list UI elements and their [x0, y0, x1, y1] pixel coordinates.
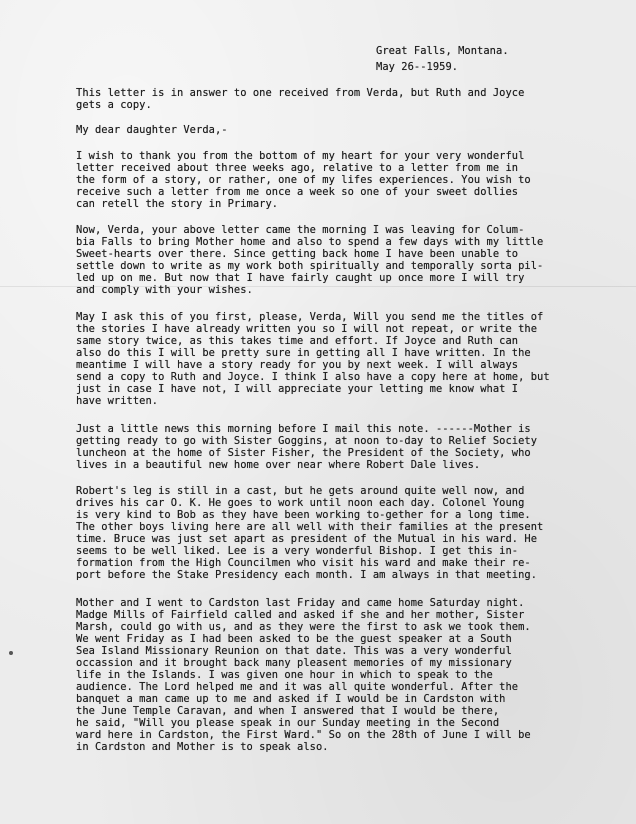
paragraph-line: is very kind to Bob as they have been working to-gether for a long time. [76, 509, 531, 521]
letter-date: May 26--1959. [376, 61, 459, 73]
paragraph-line: audience. The Lord helped me and it was all quite wonderful. After the [76, 681, 519, 693]
paragraph-line: Sweet-hearts over there. Since getting back home I have been unable to [76, 248, 519, 260]
paragraph-line: send a copy to Ruth and Joyce. I think I also have a copy here at home, but [76, 371, 550, 383]
paragraph-line: led up on me. But now that I have fairly caught up once more I will try [76, 272, 525, 284]
paragraph-line: Madge Mills of Fairfield called and asked if she and her mother, Sister [76, 609, 525, 621]
paragraph-line: getting ready to go with Sister Goggins, at noon to-day to Relief Society [76, 435, 538, 447]
paragraph-line: occassion and it brought back many pleasent memories of my missionary [76, 657, 512, 669]
paragraph-line: have written. [76, 395, 159, 407]
paragraph-line: the June Temple Caravan, and when I answered that I would be there, [76, 705, 500, 717]
paragraph-line: We went Friday as I had been asked to be the guest speaker at a South [76, 633, 512, 645]
paragraph-line: he said, "Will you please speak in our Sunday meeting in the Second [76, 717, 500, 729]
paragraph-line: seems to be well liked. Lee is a very wonderful Bishop. I get this in- [76, 545, 519, 557]
paragraph-line: formation from the High Councilmen who visit his ward and make their re- [76, 557, 531, 569]
paragraph-line: also do this I will be pretty sure in getting all I have written. In the [76, 347, 531, 359]
paragraph-line: the stories I have already written you so I will not repeat, or write the [76, 323, 538, 335]
paragraph-line: Marsh, could go with us, and as they were the first to ask we took them. [76, 621, 531, 633]
paragraph-line: drives his car O. K. He goes to work until noon each day. Colonel Young [76, 497, 525, 509]
paragraph-line: Just a little news this morning before I mail this note. ------Mother is [76, 423, 531, 435]
paragraph-line: Robert's leg is still in a cast, but he gets around quite well now, and [76, 485, 525, 497]
paragraph-line: lives in a beautiful new home over near where Robert Dale lives. [76, 459, 481, 471]
paragraph-line: Now, Verda, your above letter came the morning I was leaving for Colum- [76, 224, 525, 236]
paragraph-line: bia Falls to bring Mother home and also to spend a few days with my little [76, 236, 544, 248]
copy-note-line: gets a copy. [76, 99, 152, 111]
paragraph-line: same story twice, as this takes time and effort. If Joyce and Ruth can [76, 335, 519, 347]
paragraph-line: I wish to thank you from the bottom of my heart for your very wonderful [76, 150, 525, 162]
paragraph-line: receive such a letter from me once a week so one of your sweet dollies [76, 186, 519, 198]
paragraph-line: meantime I will have a story ready for you by next week. I will always [76, 359, 519, 371]
paragraph-line: banquet a man came up to me and asked if I would be in Cardston with [76, 693, 506, 705]
letter-place: Great Falls, Montana. [376, 45, 509, 57]
paragraph-line: Sea Island Missionary Reunion on that date. This was a very wonderful [76, 645, 512, 657]
paragraph-line: The other boys living here are all well with their families at the present [76, 521, 544, 533]
paragraph-line: can retell the story in Primary. [76, 198, 279, 210]
paragraph-line: port before the Stake Presidency each month. I am always in that meeting. [76, 569, 538, 581]
paragraph-line: Mother and I went to Cardston last Friday and came home Saturday night. [76, 597, 525, 609]
paragraph-line: life in the Islands. I was given one hour in which to speak to the [76, 669, 493, 681]
paragraph-line: and comply with your wishes. [76, 284, 253, 296]
paragraph-line: ward here in Cardston, the First Ward." So on the 28th of June I will be [76, 729, 531, 741]
paragraph-line: May I ask this of you first, please, Verda, Will you send me the titles of [76, 311, 544, 323]
copy-note-line: This letter is in answer to one received from Verda, but Ruth and Joyce [76, 87, 525, 99]
salutation: My dear daughter Verda,- [76, 124, 228, 136]
paragraph-line: in Cardston and Mother is to speak also. [76, 741, 329, 753]
paragraph-line: settle down to write as my work both spiritually and temporally sorta pil- [76, 260, 544, 272]
paragraph-line: just in case I have not, I will appreciate your letting me know what I [76, 383, 519, 395]
paragraph-line: letter received about three weeks ago, relative to a letter from me in [76, 162, 519, 174]
paragraph-line: luncheon at the home of Sister Fisher, the President of the Society, who [76, 447, 531, 459]
margin-dot [9, 651, 13, 655]
paragraph-line: the form of a story, or rather, one of my lifes experiences. You wish to [76, 174, 531, 186]
paragraph-line: time. Bruce was just set apart as president of the Mutual in his ward. He [76, 533, 538, 545]
